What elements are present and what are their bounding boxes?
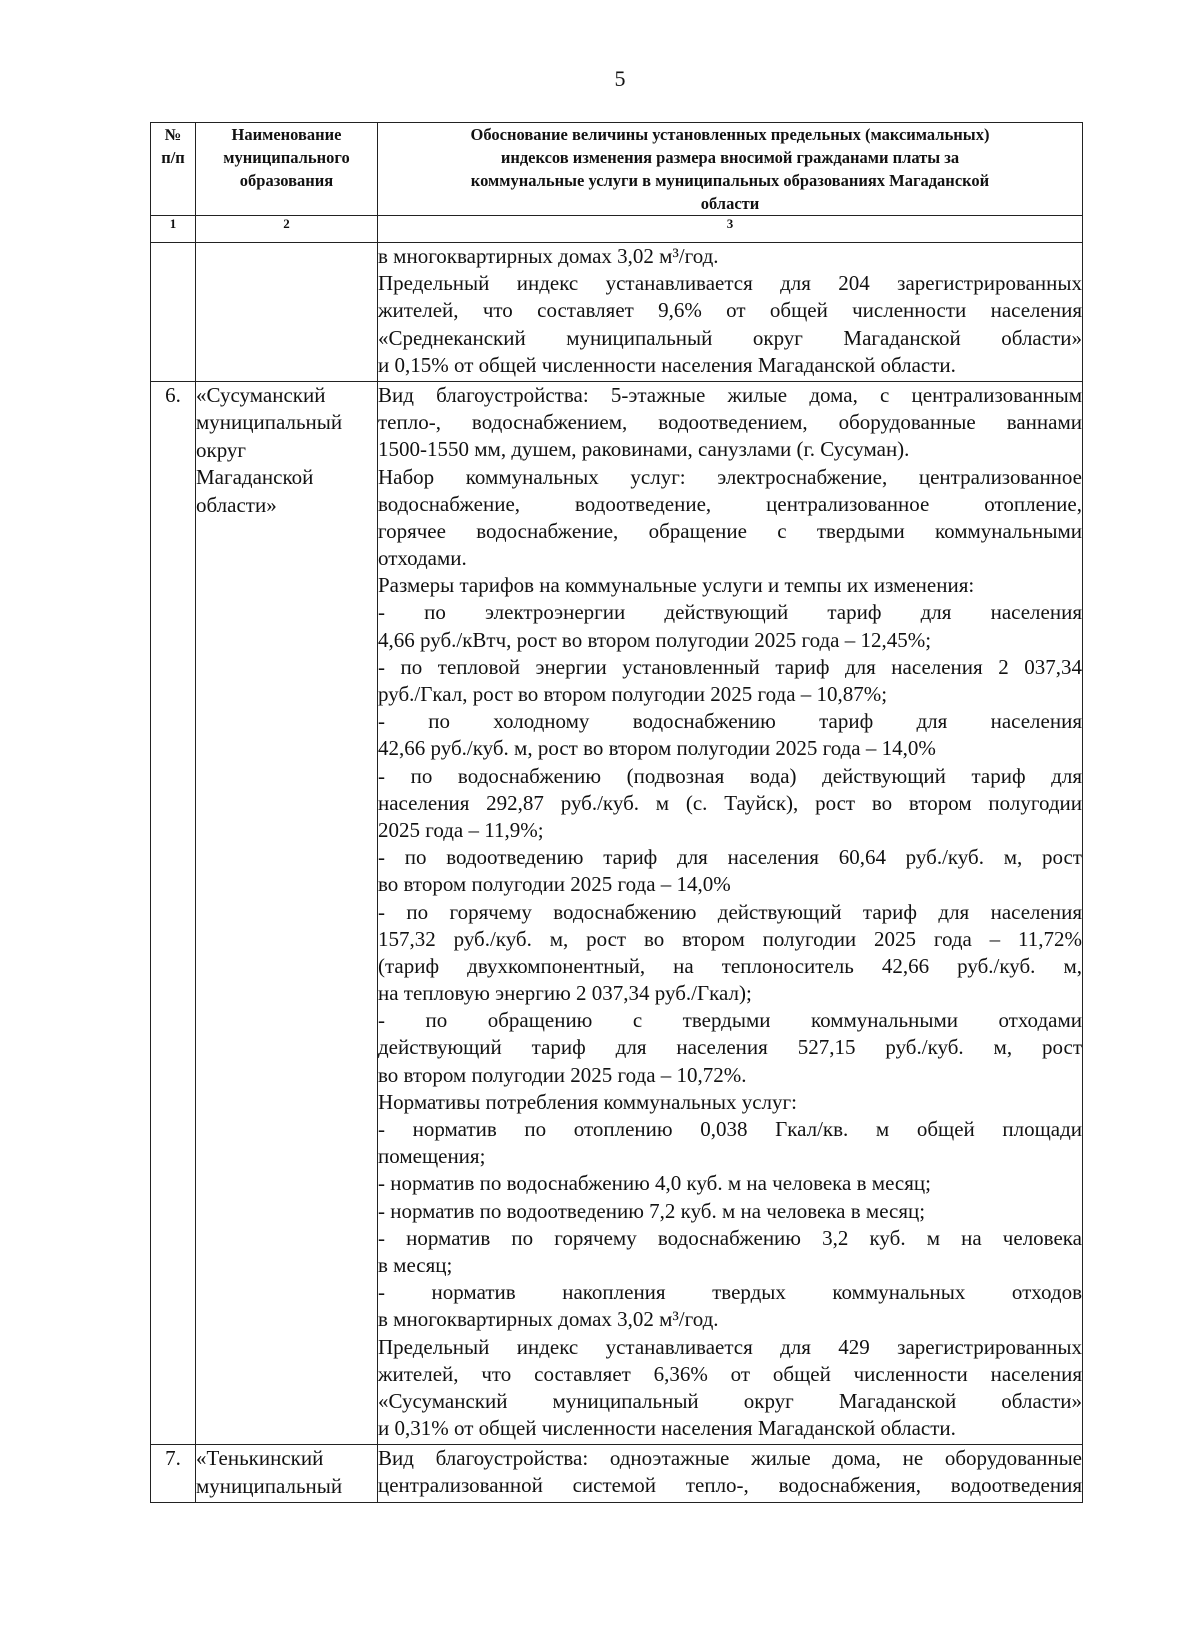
text-line: «Сусуманский муниципальный округ Магаданской области» xyxy=(378,1388,1082,1413)
text-line: помещения; xyxy=(378,1144,486,1169)
header-justification-line: Обоснование величины установленных предельных (максимальных) xyxy=(470,125,990,144)
tariff-table xyxy=(150,122,1083,1503)
table-row xyxy=(151,381,1083,1444)
text-line: - по водоотведению тариф для населения 60,64 руб./куб. м, рост xyxy=(378,845,1082,870)
municipality-name xyxy=(196,243,378,382)
index-cell: 3 xyxy=(378,216,1083,243)
justification-text xyxy=(378,381,1083,1444)
table-row xyxy=(151,243,1083,382)
text-line: - по тепловой энергии установленный тариф для населения 2 037,34 xyxy=(378,654,1082,679)
text-line: - по электроэнергии действующий тариф для населения xyxy=(378,600,1082,625)
text-line: Нормативы потребления коммунальных услуг: xyxy=(378,1089,797,1114)
text-line: 42,66 руб./куб. м, рост во втором полугодии 2025 года – 14,0% xyxy=(378,736,936,761)
text-line: во втором полугодии 2025 года – 14,0% xyxy=(378,872,731,897)
text-line: 1500-1550 мм, душем, раковинами, санузлами (г. Сусуман). xyxy=(378,437,910,462)
text-line: «Среднеканский муниципальный округ Магаданской области» xyxy=(378,325,1082,350)
text-line: Предельный индекс устанавливается для 429 зарегистрированных xyxy=(378,1334,1082,1359)
header-municipality-line: образования xyxy=(239,171,334,190)
text-line: - по холодному водоснабжению тариф для населения xyxy=(378,709,1082,734)
municipality-name-line: округ xyxy=(196,437,247,462)
text-line: действующий тариф для населения 527,15 руб./куб. м, рост xyxy=(378,1035,1082,1060)
municipality-name-line: «Сусуманский xyxy=(196,382,326,407)
municipality-name-line: муниципальный xyxy=(196,410,343,435)
text-line: 4,66 руб./кВтч, рост во втором полугодии 2025 года – 12,45%; xyxy=(378,627,932,652)
header-municipality xyxy=(196,123,378,216)
index-row xyxy=(151,216,1083,243)
text-line: (тариф двухкомпонентный, на теплоноситель 42,66 руб./куб. м, xyxy=(378,953,1082,978)
header-row xyxy=(151,123,1083,216)
header-number-line: п/п xyxy=(161,148,185,167)
text-line: - норматив по горячему водоснабжению 3,2 куб. м на человека xyxy=(378,1225,1082,1250)
text-line: жителей, что составляет 9,6% от общей численности населения xyxy=(378,298,1082,323)
municipality-name-line: области» xyxy=(196,492,277,517)
header-justification-line: коммунальные услуги в муниципальных образованиях Магаданской xyxy=(470,171,990,190)
text-line: водоснабжение, водоотведение, централизованное отопление, xyxy=(378,491,1082,516)
text-line: централизованной системой тепло-, водоснабжения, водоотведения xyxy=(378,1473,1082,1498)
text-line: - норматив по отоплению 0,038 Гкал/кв. м общей площади xyxy=(378,1117,1082,1141)
text-line: в многоквартирных домах 3,02 м³/год. xyxy=(378,1307,719,1332)
text-line: в месяц; xyxy=(378,1252,453,1277)
text-line: жителей, что составляет 6,36% от общей численности населения xyxy=(378,1361,1082,1386)
text-line: во втором полугодии 2025 года – 10,72%. xyxy=(378,1062,747,1087)
municipality-name xyxy=(196,1445,378,1502)
text-line: тепло-, водоснабжением, водоотведением, оборудованные ваннами xyxy=(378,410,1082,435)
text-line: Размеры тарифов на коммунальные услуги и темпы их изменения: xyxy=(378,573,975,598)
page-number: 5 xyxy=(614,66,626,91)
header-number-line: № xyxy=(164,125,182,144)
text-line: руб./Гкал, рост во втором полугодии 2025 года – 10,87%; xyxy=(378,682,888,706)
municipality-name-line: муниципальный xyxy=(196,1473,343,1498)
header-justification xyxy=(378,123,1083,216)
header-municipality-line: Наименование xyxy=(231,125,342,144)
text-line: - норматив по водоснабжению 4,0 куб. м на человека в месяц; xyxy=(378,1171,931,1196)
text-line: в многоквартирных домах 3,02 м³/год. xyxy=(378,244,719,268)
text-line: - по горячему водоснабжению действующий тариф для населения xyxy=(378,899,1082,924)
row-number: 7. xyxy=(151,1445,196,1502)
municipality-name-line: «Тенькинский xyxy=(196,1446,324,1471)
header-number xyxy=(151,123,196,216)
text-line: и 0,31% от общей численности населения Магаданской области. xyxy=(378,1416,956,1441)
text-line: Предельный индекс устанавливается для 204 зарегистрированных xyxy=(378,271,1082,296)
justification-text xyxy=(378,243,1083,382)
text-line: Вид благоустройства: 5-этажные жилые дома, с централизованным xyxy=(378,382,1082,407)
text-line: Вид благоустройства: одноэтажные жилые дома, не оборудованные xyxy=(378,1446,1082,1471)
text-line: - норматив накопления твердых коммунальных отходов xyxy=(378,1280,1082,1305)
text-line: на тепловую энергию 2 037,34 руб./Гкал); xyxy=(378,981,752,1006)
header-justification-line: области xyxy=(700,194,760,213)
text-line: 157,32 руб./куб. м, рост во втором полугодии 2025 года – 11,72% xyxy=(378,926,1082,951)
text-line: - норматив по водоотведению 7,2 куб. м на человека в месяц; xyxy=(378,1198,926,1223)
text-line: 2025 года – 11,9%; xyxy=(378,817,544,842)
row-number: 6. xyxy=(151,381,196,1444)
municipality-name xyxy=(196,381,378,1444)
text-line: горячее водоснабжение, обращение с твердыми коммунальными xyxy=(378,518,1082,543)
header-municipality-line: муниципального xyxy=(223,148,350,167)
text-line: - по обращению с твердыми коммунальными отходами xyxy=(378,1008,1082,1033)
row-number xyxy=(151,243,196,382)
index-cell: 2 xyxy=(196,216,378,243)
text-line: и 0,15% от общей численности населения Магаданской области. xyxy=(378,352,956,377)
table-row xyxy=(151,1445,1083,1502)
header-justification-line: индексов изменения размера вносимой гражданами платы за xyxy=(500,148,960,167)
index-cell: 1 xyxy=(151,216,196,243)
text-line: - по водоснабжению (подвозная вода) действующий тариф для xyxy=(378,763,1082,788)
text-line: отходами. xyxy=(378,546,467,571)
municipality-name-line: Магаданской xyxy=(196,465,314,490)
justification-text xyxy=(378,1445,1083,1502)
text-line: населения 292,87 руб./куб. м (с. Тауйск), рост во втором полугодии xyxy=(378,790,1082,815)
text-line: Набор коммунальных услуг: электроснабжение, централизованное xyxy=(378,464,1082,489)
